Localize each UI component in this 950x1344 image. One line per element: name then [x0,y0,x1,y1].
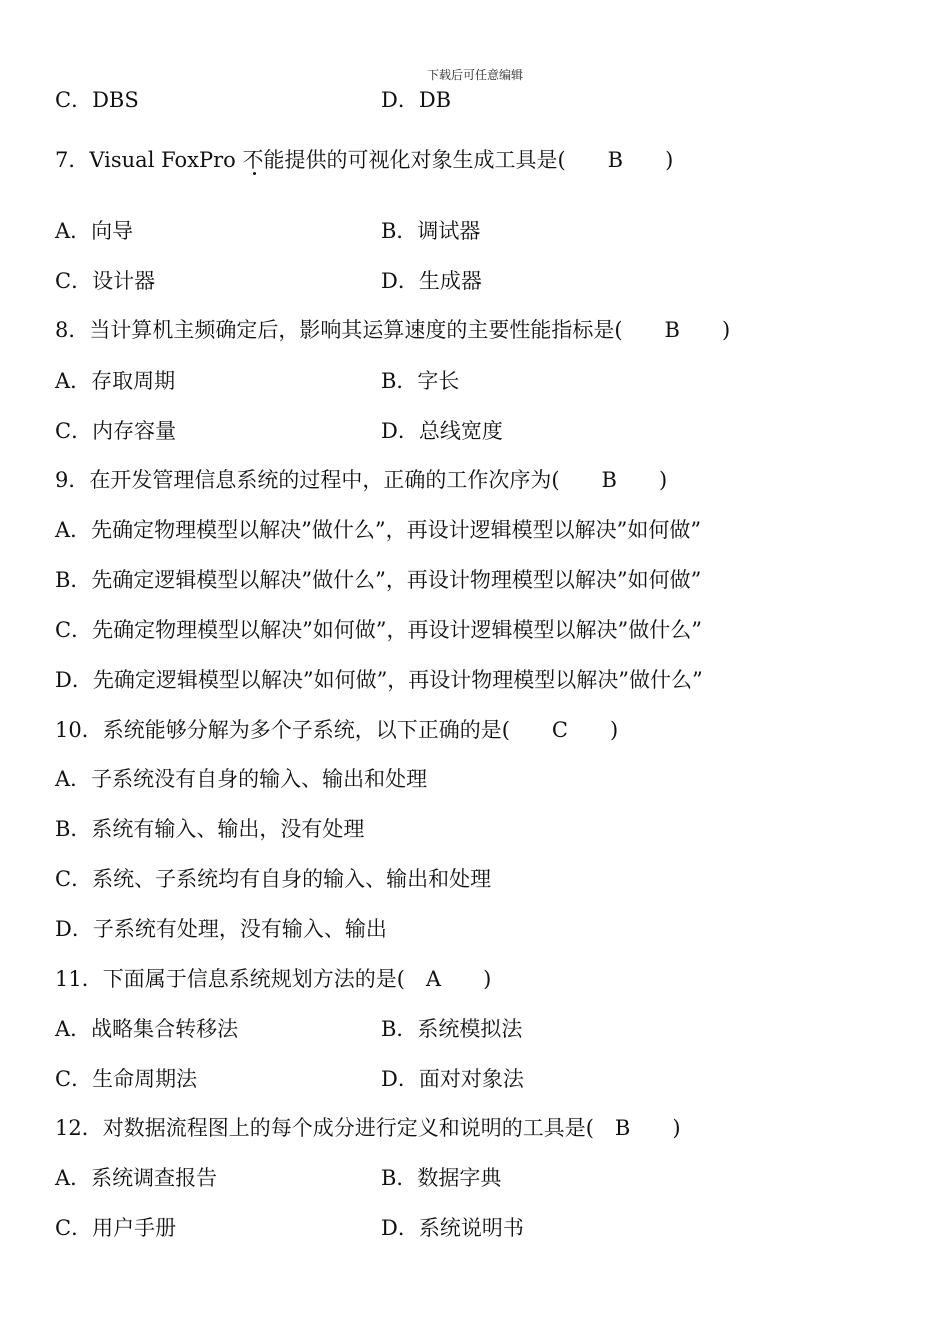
question-line: C．系统、子系统均有自身的输入、输出和处理 [55,867,492,891]
option-left: C．设计器 [55,269,156,293]
question-line: D．先确定逻辑模型以解决”如何做”，再设计物理模型以解决”做什么” [55,668,703,692]
option-left: A．向导 [55,219,134,243]
option-left: A．战略集合转移法 [55,1017,239,1041]
question-line: B．系统有输入、输出，没有处理 [55,817,365,841]
option-left: C．生命周期法 [55,1067,198,1091]
option-left: A．存取周期 [55,369,176,393]
option-left: C．用户手册 [55,1216,177,1240]
option-left: A．系统调查报告 [55,1166,218,1190]
question-line: A．先确定物理模型以解决”做什么”，再设计逻辑模型以解决”如何做” [55,518,702,542]
option-right: D．面对对象法 [381,1067,524,1091]
question-line: 8．当计算机主频确定后，影响其运算速度的主要性能指标是( B ) [55,318,731,342]
option-right: B．系统模拟法 [381,1017,523,1041]
question-line: 11．下面属于信息系统规划方法的是( A ) [55,967,492,991]
question-line: C．先确定物理模型以解决”如何做”，再设计逻辑模型以解决”做什么” [55,618,703,642]
option-right: B．数据字典 [381,1166,502,1190]
option-right: B．调试器 [381,219,481,243]
option-right: D．总线宽度 [381,419,503,443]
option-right: B．字长 [381,369,460,393]
option-left: C．DBS [55,88,139,112]
option-left: C．内存容量 [55,419,177,443]
option-right: D．DB [381,88,452,112]
page-header: 下载后可任意编辑 [426,68,523,82]
question-line: 10．系统能够分解为多个子系统，以下正确的是( C ) [55,718,619,742]
question-line: 9．在开发管理信息系统的过程中，正确的工作次序为( B ) [55,468,668,492]
option-right: D．系统说明书 [381,1216,524,1240]
question-line: 12．对数据流程图上的每个成分进行定义和说明的工具是( B ) [55,1116,681,1140]
stray-dot [253,172,256,175]
question-line: A．子系统没有自身的输入、输出和处理 [55,767,428,791]
question-line: 7．Visual FoxPro 不能提供的可视化对象生成工具是( B ) [55,148,674,172]
option-right: D．生成器 [381,269,482,293]
question-line: D．子系统有处理，没有输入、输出 [55,917,387,941]
question-line: B．先确定逻辑模型以解决”做什么”，再设计物理模型以解决”如何做” [55,568,702,592]
